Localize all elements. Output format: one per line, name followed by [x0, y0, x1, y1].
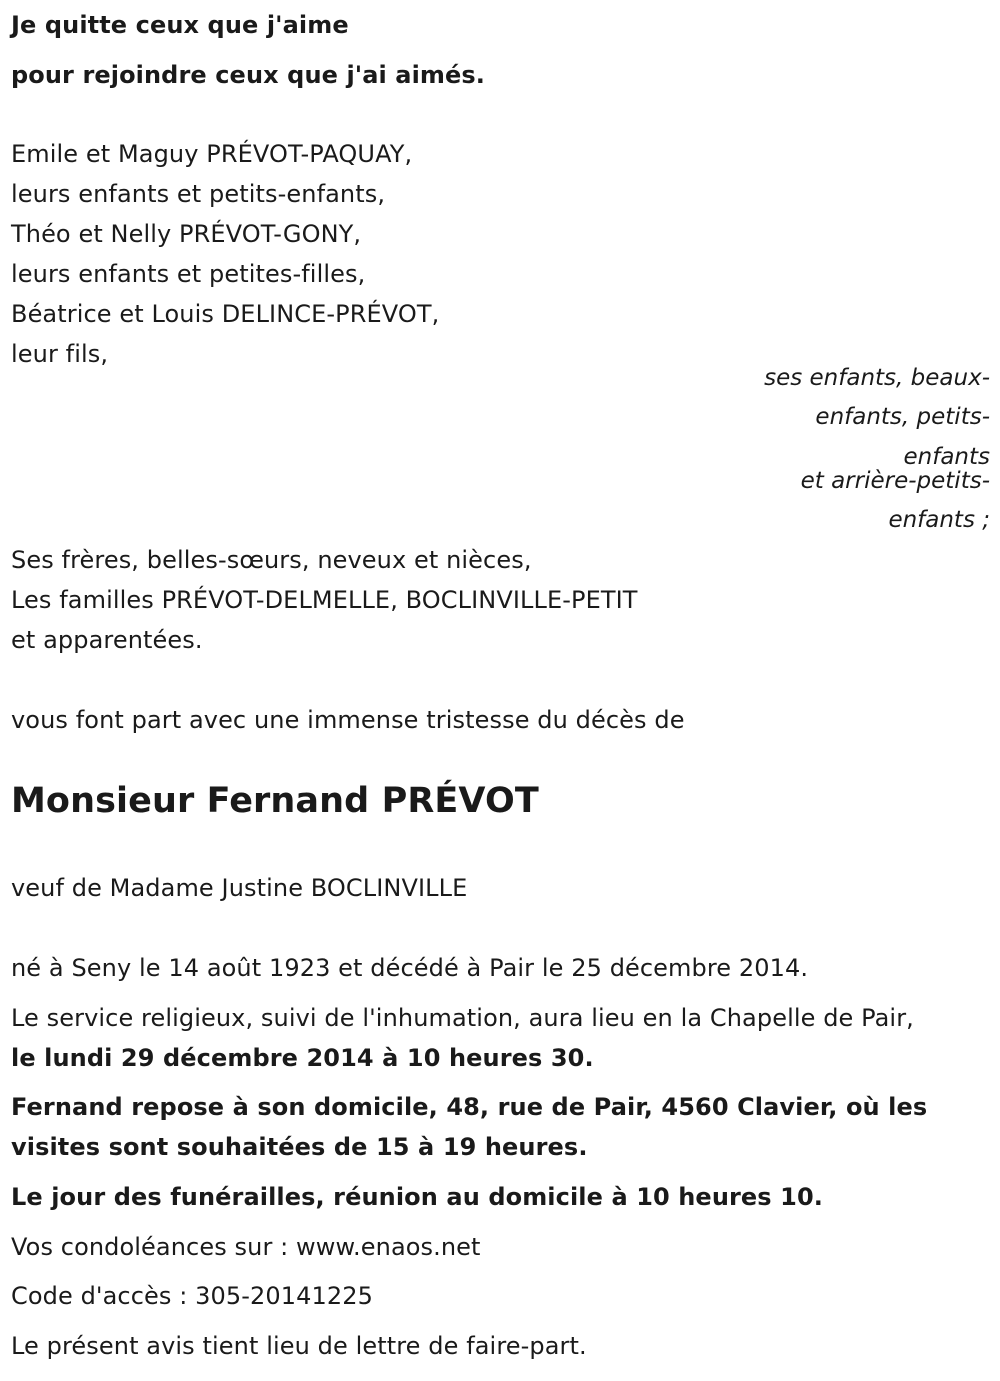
- quote-line-2: pour rejoindre ceux que j'ai aimés.: [11, 61, 486, 89]
- widower-line: veuf de Madame Justine BOCLINVILLE: [11, 874, 468, 902]
- visits-line-2: visites sont souhaitées de 15 à 19 heures.: [11, 1133, 588, 1161]
- descendants-line: enfants ;: [888, 507, 990, 533]
- relatives-line: Les familles PRÉVOT-DELMELLE, BOCLINVILLE-PETIT: [11, 586, 638, 614]
- service-line-2: le lundi 29 décembre 2014 à 10 heures 30.: [11, 1044, 594, 1072]
- descendants-line: enfants, petits-: [815, 404, 990, 430]
- descendants-line: ses enfants, beaux-: [764, 365, 990, 391]
- deceased-name: Monsieur Fernand PRÉVOT: [11, 781, 539, 821]
- family-line: Théo et Nelly PRÉVOT-GONY,: [11, 220, 362, 248]
- relatives-line: Ses frères, belles-sœurs, neveux et nièces,: [11, 546, 532, 574]
- condolences-line: Vos condoléances sur : www.enaos.net: [11, 1233, 481, 1261]
- family-line: Béatrice et Louis DELINCE-PRÉVOT,: [11, 300, 440, 328]
- family-line: leurs enfants et petites-filles,: [11, 260, 366, 288]
- visits-line-1: Fernand repose à son domicile, 48, rue de Pair, 4560 Clavier, où les: [11, 1093, 928, 1121]
- service-line-1: Le service religieux, suivi de l'inhumation, aura lieu en la Chapelle de Pair,: [11, 1004, 914, 1032]
- announcement: vous font part avec une immense tristesse du décès de: [11, 706, 685, 734]
- quote-line-1: Je quitte ceux que j'aime: [11, 11, 349, 39]
- family-line: Emile et Maguy PRÉVOT-PAQUAY,: [11, 140, 413, 168]
- descendants-line: et arrière-petits-: [800, 468, 990, 494]
- funeral-day-line: Le jour des funérailles, réunion au domicile à 10 heures 10.: [11, 1183, 823, 1211]
- family-line: leur fils,: [11, 340, 109, 368]
- closing-line: Le présent avis tient lieu de lettre de faire-part.: [11, 1332, 587, 1360]
- descendants-line: enfants: [903, 444, 990, 470]
- access-code-line: Code d'accès : 305-20141225: [11, 1282, 373, 1310]
- dates-line: né à Seny le 14 août 1923 et décédé à Pair le 25 décembre 2014.: [11, 954, 809, 982]
- family-line: leurs enfants et petits-enfants,: [11, 180, 386, 208]
- relatives-line: et apparentées.: [11, 626, 203, 654]
